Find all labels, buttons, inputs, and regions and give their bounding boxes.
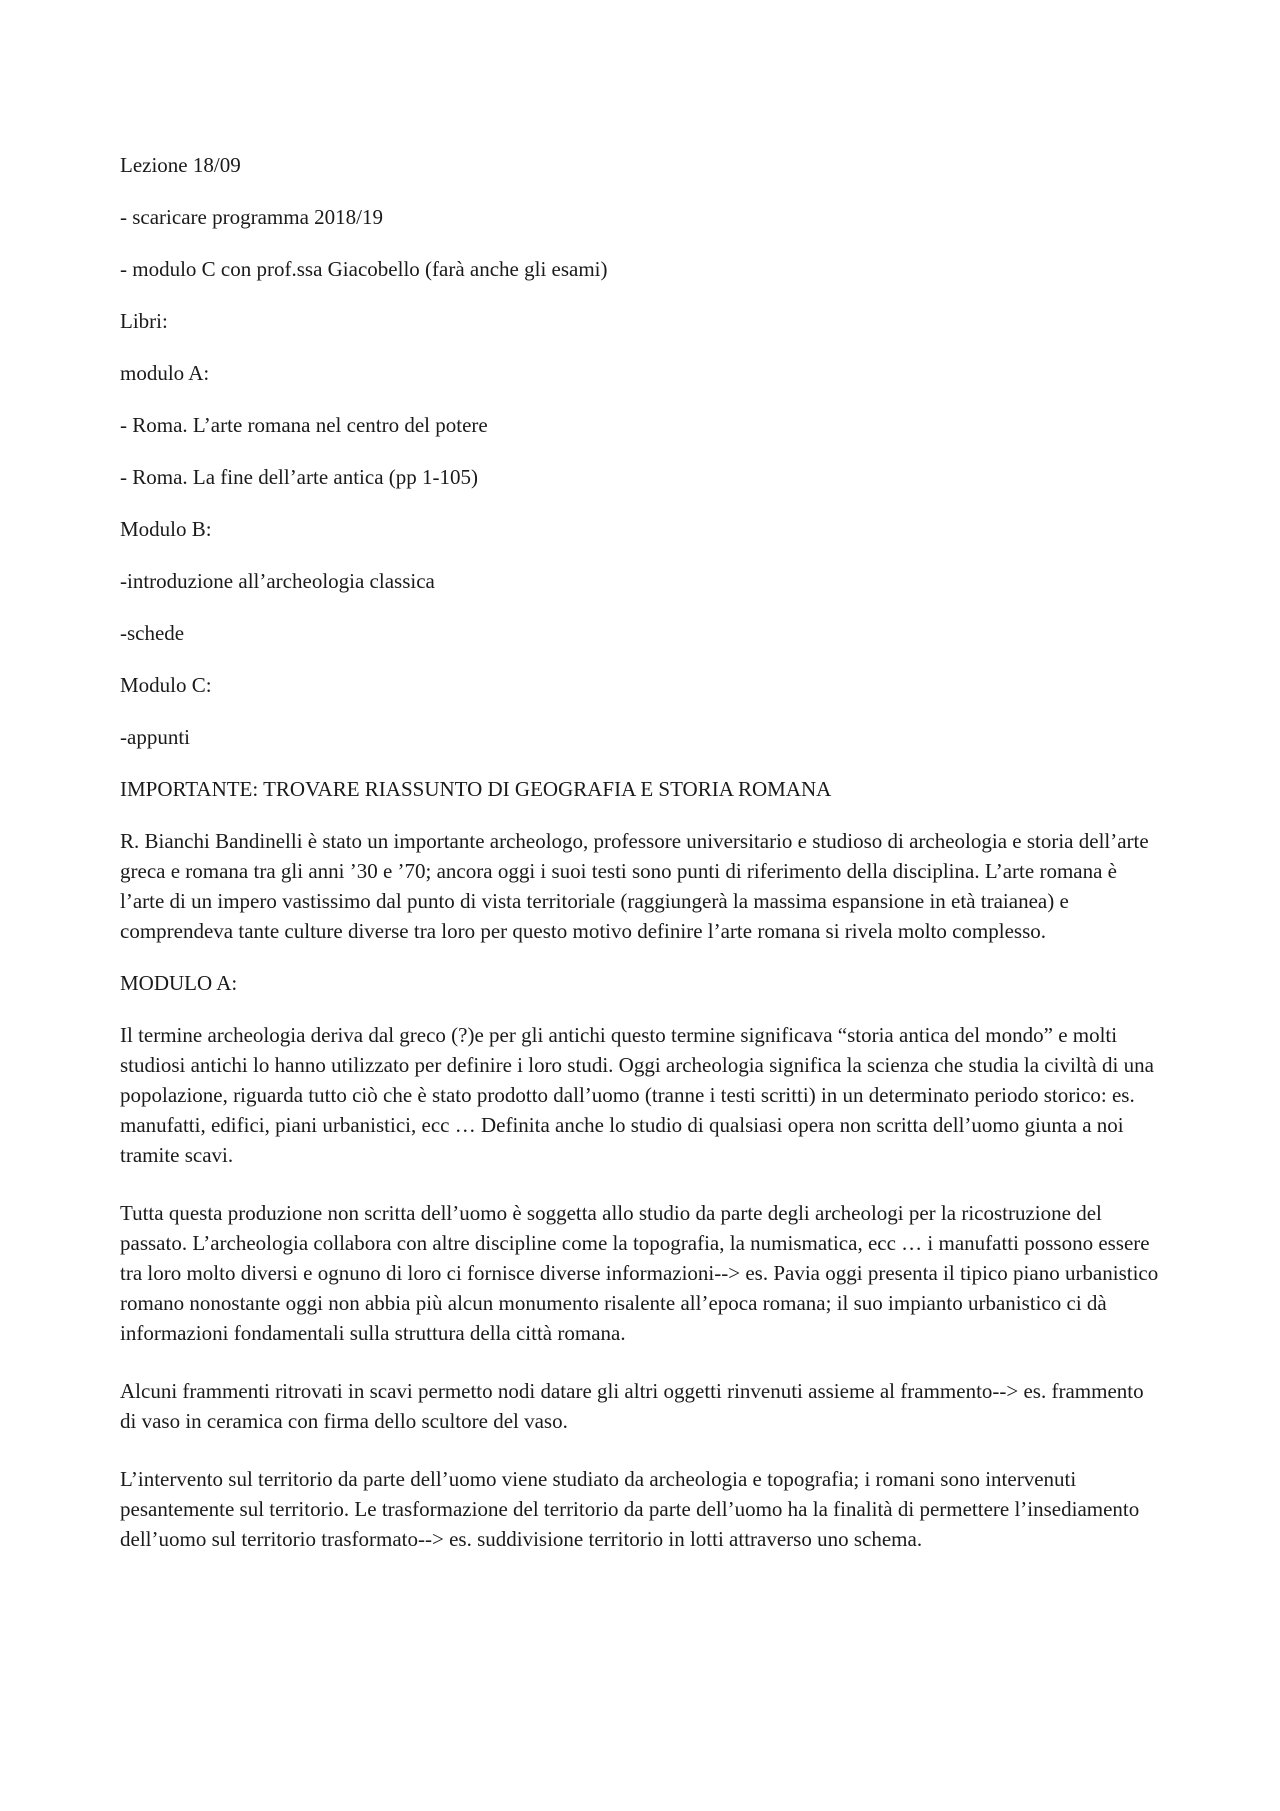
important-note: IMPORTANTE: TROVARE RIASSUNTO DI GEOGRAFIA E STORIA ROMANA (120, 777, 832, 801)
section-heading: MODULO A: (120, 971, 238, 995)
note-line: - scaricare programma 2018/19 (120, 205, 383, 229)
body-paragraph: Tutta questa produzione non scritta dell’uomo è soggetta allo studio da parte degli archeologi per la ricostruzione del passato. L’archeologia collabora con altre discipline come la topografia, la numismatica, ecc … i manufatti possono essere tra loro molto diversi e ognuno di loro ci fornisce diverse informazioni--> es. Pavia oggi presenta il tipico piano urbanistico romano nonostante oggi non abbia più alcun monumento risalente all’epoca romana; il suo impianto urbanistico ci dà informazioni fondamentali sulla struttura della città romana. (120, 1201, 1159, 1345)
book-item: -introduzione all’archeologia classica (120, 569, 435, 593)
book-item: - Roma. La fine dell’arte antica (pp 1-105) (120, 465, 479, 489)
body-paragraph: Alcuni frammenti ritrovati in scavi permetto nodi datare gli altri oggetti rinvenuti assieme al frammento--> es. frammento di vaso in ceramica con firma dello scultore del vaso. (120, 1379, 1144, 1433)
body-paragraph: L’intervento sul territorio da parte dell’uomo viene studiato da archeologia e topografia; i romani sono intervenuti pesantemente sul territorio. Le trasformazione del territorio da parte dell’uomo ha la finalità di permettere l’insediamento dell’uomo sul territorio trasformato--> es. suddivisione territorio in lotti attraverso uno schema. (120, 1467, 1140, 1551)
book-item: -schede (120, 621, 185, 645)
lesson-title: Lezione 18/09 (120, 153, 241, 177)
module-heading: Modulo B: (120, 517, 212, 541)
module-heading: modulo A: (120, 361, 210, 385)
book-item: -appunti (120, 725, 190, 749)
books-heading: Libri: (120, 309, 168, 333)
intro-paragraph: R. Bianchi Bandinelli è stato un importante archeologo, professore universitario e studioso di archeologia e storia dell’arte greca e romana tra gli anni ’30 e ’70; ancora oggi i suoi testi sono punti di riferimento della disciplina. L’arte romana è l’arte di un impero vastissimo dal punto di vista territoriale (raggiungerà la massima espansione in età traianea) e comprendeva tante culture diverse tra loro per questo motivo definire l’arte romana si rivela molto complesso. (120, 829, 1149, 943)
book-item: - Roma. L’arte romana nel centro del potere (120, 413, 488, 437)
module-heading: Modulo C: (120, 673, 212, 697)
body-paragraph: Il termine archeologia deriva dal greco (?)e per gli antichi questo termine significava “storia antica del mondo” e molti studiosi antichi lo hanno utilizzato per definire i loro studi. Oggi archeologia significa la scienza che studia la civiltà di una popolazione, riguarda tutto ciò che è stato prodotto dall’uomo (tranne i testi scritti) in un determinato periodo storico: es. manufatti, edifici, piani urbanistici, ecc … Definita anche lo studio di qualsiasi opera non scritta dell’uomo giunta a noi tramite scavi. (120, 1023, 1154, 1167)
note-line: - modulo C con prof.ssa Giacobello (farà anche gli esami) (120, 257, 608, 281)
